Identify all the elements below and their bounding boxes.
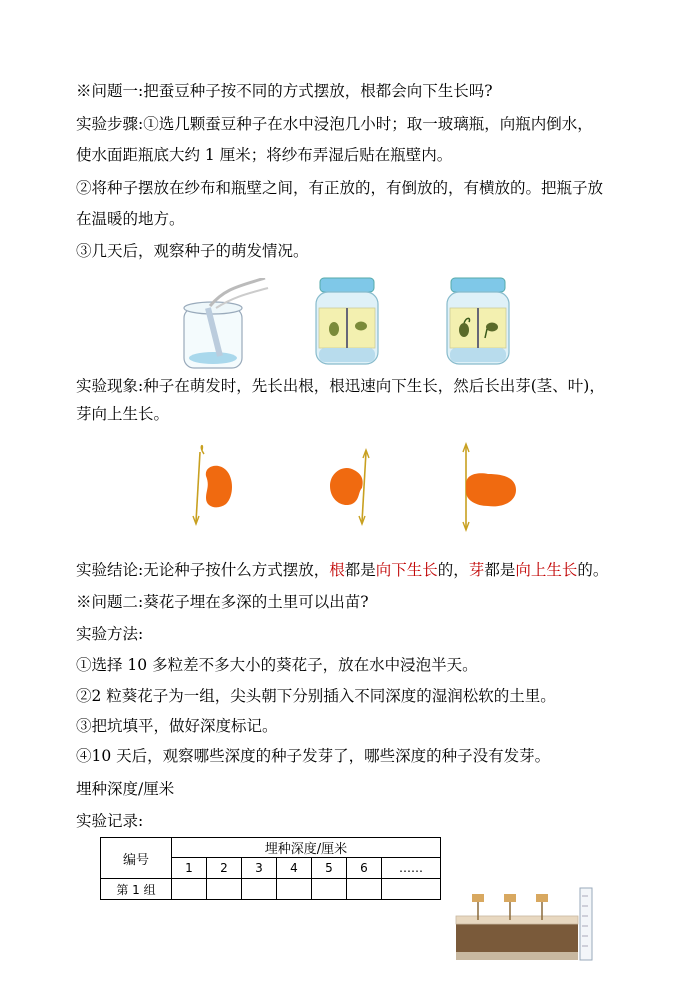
conclusion-part2: 都是 [344, 561, 376, 579]
q1-steps-line2: 使水面距瓶底大约 1 厘米；将纱布弄湿后贴在瓶壁内。 [76, 146, 453, 164]
conclusion-part4: 都是 [484, 561, 516, 579]
table-cell [277, 879, 312, 900]
conclusion-part5: 的。 [577, 561, 609, 579]
seed-inverted-illustration [322, 448, 380, 528]
soil-box-illustration [448, 886, 598, 962]
conclusion-bud: 芽 [468, 561, 485, 579]
table-cell [312, 879, 347, 900]
q2-method-1: ①选择 10 多粒差不多大小的葵花子，放在水中浸泡半天。 [76, 656, 478, 674]
q1-steps-line1: 实验步骤:①选几颗蚕豆种子在水中浸泡几小时；取一玻璃瓶，向瓶内倒水， [76, 115, 593, 133]
table-depth-cell: 1 [172, 858, 207, 879]
table-depth-cell: 5 [312, 858, 347, 879]
record-table [100, 837, 441, 900]
q2-record-label: 实验记录: [76, 812, 144, 830]
jar-pour-illustration [180, 278, 270, 370]
q1-step2-line1: ②将种子摆放在纱布和瓶壁之间，有正放的，有倒放的，有横放的。把瓶子放 [76, 179, 604, 197]
table-depth-cell: 4 [277, 858, 312, 879]
q2-method-2: ②2 粒葵花子为一组，尖头朝下分别插入不同深度的湿润松软的土里。 [76, 687, 556, 705]
q1-title: ※问题一:把蚕豆种子按不同的方式摆放，根都会向下生长吗? [76, 82, 493, 100]
jar-seeds-illustration-2 [445, 274, 511, 366]
table-depth-cell: 2 [207, 858, 242, 879]
table-depth-cell: …… [382, 858, 441, 879]
table-cell [207, 879, 242, 900]
table-col-header: 编号 [101, 838, 172, 879]
q2-method-4: ④10 天后，观察哪些深度的种子发芽了，哪些深度的种子没有发芽。 [76, 747, 551, 765]
q1-phenomenon-line2: 芽向上生长。 [76, 405, 170, 423]
conclusion-root: 根 [329, 561, 345, 579]
table-cell [347, 879, 382, 900]
table-cell [172, 879, 207, 900]
table-row-label: 第 1 组 [101, 879, 172, 900]
table-group-header: 埋种深度/厘米 [172, 838, 441, 858]
table-cell [382, 879, 441, 900]
jar-seeds-illustration-1 [314, 274, 380, 366]
table-cell [242, 879, 277, 900]
q2-depth-label: 埋种深度/厘米 [76, 780, 175, 798]
conclusion-up: 向上生长 [515, 561, 578, 579]
q2-method: 实验方法: [76, 625, 144, 643]
q1-step3: ③几天后，观察种子的萌发情况。 [76, 242, 309, 260]
table-depth-cell: 3 [242, 858, 277, 879]
q2-title: ※问题二:葵花子埋在多深的土里可以出苗? [76, 593, 369, 611]
q1-phenomenon-line1: 实验现象:种子在萌发时，先长出根，根迅速向下生长，然后长出芽(茎、叶)， [76, 377, 605, 395]
conclusion-down: 向下生长 [375, 561, 438, 579]
seed-upright-illustration [184, 444, 248, 528]
q1-step2-line2: 在温暖的地方。 [76, 210, 185, 228]
seed-horizontal-illustration [452, 440, 524, 532]
table-depth-cell: 6 [347, 858, 382, 879]
q1-conclusion [76, 560, 608, 580]
conclusion-part3: 的， [437, 561, 469, 579]
q2-method-3: ③把坑填平，做好深度标记。 [76, 717, 278, 735]
conclusion-part1: 实验结论:无论种子按什么方式摆放， [76, 561, 330, 579]
